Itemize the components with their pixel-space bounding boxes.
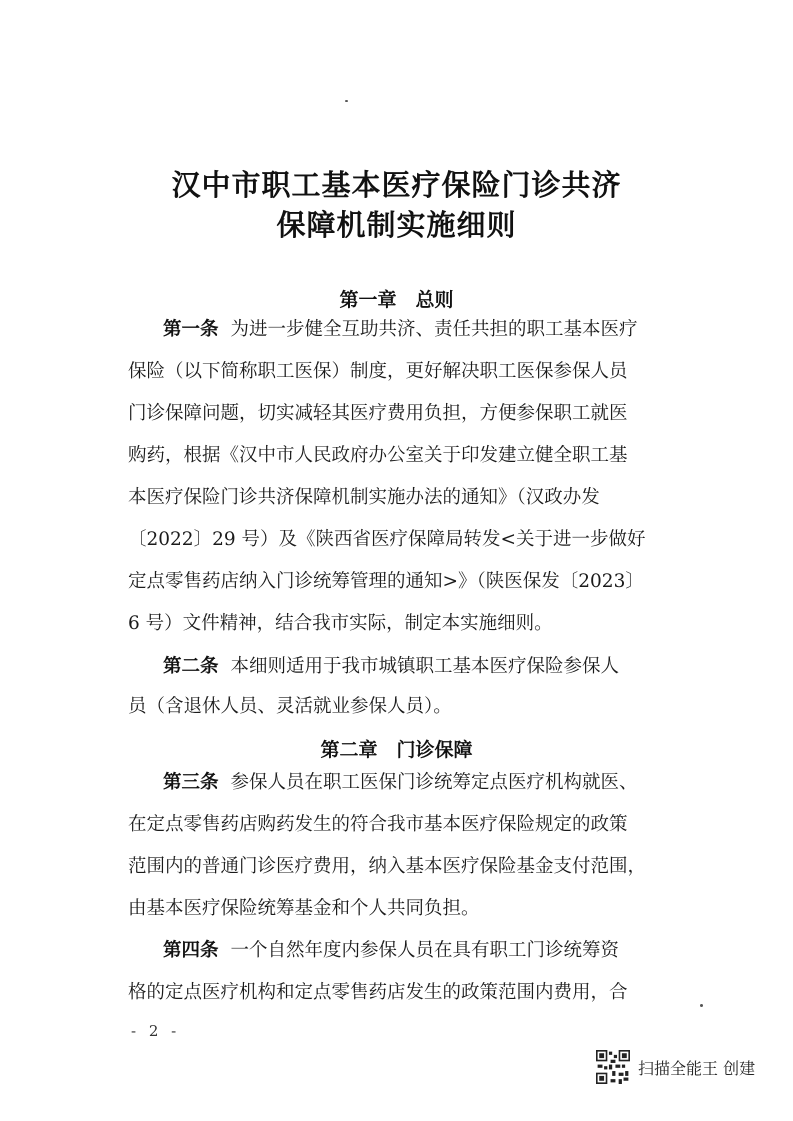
- article-1-line-5: 本医疗保险门诊共济保障机制实施办法的通知》（汉政办发: [128, 487, 600, 508]
- article-3-line-2: 在定点零售药店购药发生的符合我市基本医疗保险规定的政策: [128, 814, 628, 835]
- article-1-line-3: 门诊保障问题，切实减轻其医疗费用负担，方便参保职工就医: [128, 403, 628, 424]
- watermark-text: 扫描全能王 创建: [638, 1058, 756, 1078]
- article-1-line-1: [163, 321, 668, 340]
- article-3-text: 参保人员在职工医保门诊统筹定点医疗机构就医、: [230, 772, 638, 793]
- article-1-line-7: 定点零售药店纳入门诊统筹管理的通知>》（陕医保发〔2023〕: [128, 571, 644, 592]
- article-1-line-4: 购药，根据《汉中市人民政府办公室关于印发建立健全职工基: [128, 445, 628, 466]
- chapter-2-heading: 第二章 门诊保障: [320, 739, 473, 761]
- article-4-line-2: 格的定点医疗机构和定点零售药店发生的政策范围内费用，合: [128, 982, 628, 1003]
- article-2-text: 本细则适用于我市城镇职工基本医疗保险参保人: [230, 656, 620, 677]
- qr-code-icon: [596, 1050, 630, 1084]
- article-1-text: 为进一步健全互助共济、责任共担的职工基本医疗: [230, 319, 638, 340]
- article-2-line-2: 员（含退休人员、灵活就业参保人员）。: [128, 696, 452, 717]
- chapter-1-heading: 第一章 总则: [339, 289, 454, 311]
- article-4-label: 第四条: [163, 940, 219, 961]
- document-title-line-2: 保障机制实施细则: [276, 208, 517, 242]
- scanner-watermark: [596, 1050, 755, 1084]
- article-3-line-4: 由基本医疗保险统筹基金和个人共同负担。: [128, 898, 480, 919]
- document-title-line-1: 汉中市职工基本医疗保险门诊共济: [171, 168, 622, 202]
- article-4-text: 一个自然年度内参保人员在具有职工门诊统筹资: [230, 940, 620, 961]
- article-1-line-6: 〔2022〕29 号）及《陕西省医疗保障局转发<关于进一步做好: [128, 529, 646, 550]
- article-2-line-1: [163, 658, 668, 677]
- article-3-line-1: [163, 774, 668, 793]
- article-1-line-8: 6 号）文件精神，结合我市实际，制定本实施细则。: [128, 613, 553, 634]
- article-2-label: 第二条: [163, 656, 219, 677]
- page-number: - 2 -: [131, 1022, 181, 1040]
- article-3-label: 第三条: [163, 772, 219, 793]
- article-3-line-3: 范围内的普通门诊医疗费用，纳入基本医疗保险基金支付范围，: [128, 856, 647, 877]
- article-1-line-2: 保险（以下简称职工医保）制度，更好解决职工医保参保人员: [128, 361, 628, 382]
- article-1-label: 第一条: [163, 319, 219, 340]
- scan-speck: [345, 100, 348, 102]
- scan-speck: [700, 1004, 703, 1007]
- article-4-line-1: [163, 942, 668, 961]
